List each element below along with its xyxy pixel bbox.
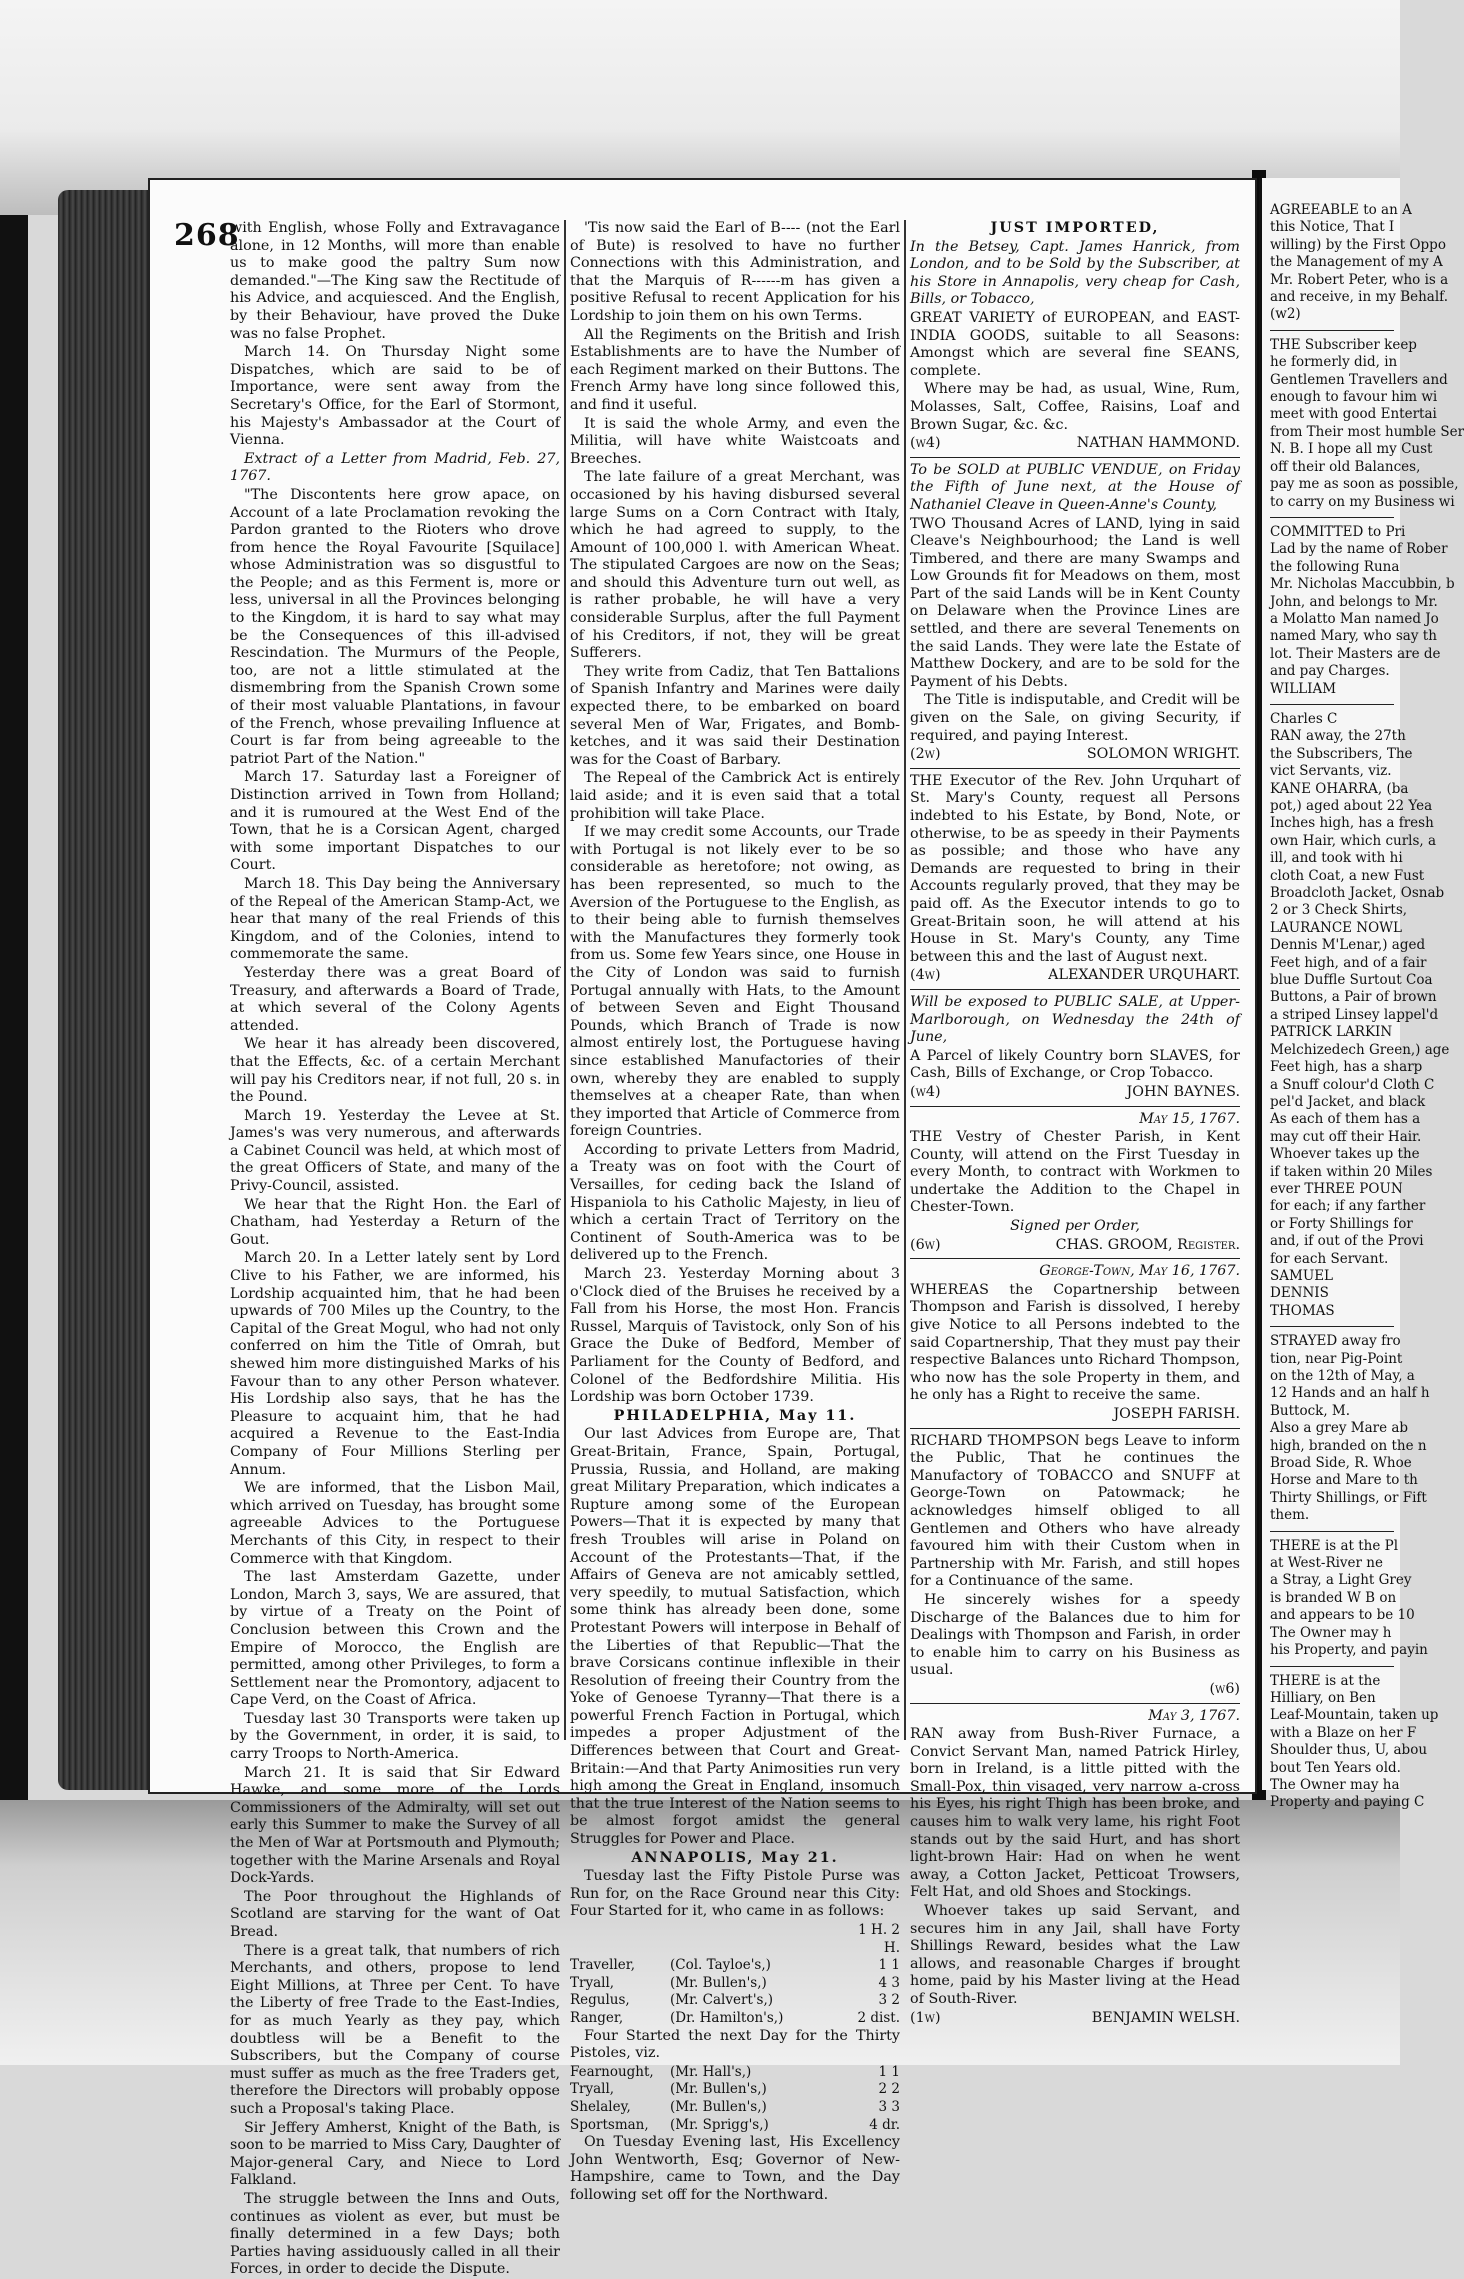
paragraph: They write from Cadiz, that Ten Battalions of Spanish Infantry and Marines were daily expected there, to be embarked on board several Men of War, Frigates, and Bomb-ketches, and it was said their Destination was for the Coast of Barbary.: [570, 663, 900, 768]
paragraph: According to private Letters from Madrid, a Treaty was on foot with the Court of Versailles, for ceding back the Island of Hispaniola to his Catholic Majesty, in lieu of which a certain Tract of Territory on the Continent of South-America was to be delivered up to the French.: [570, 1141, 900, 1264]
ad-date: George-Town, May 16, 1767.: [1039, 1263, 1240, 1280]
fragment-line: Inches high, has a fresh: [1270, 815, 1434, 832]
fragment-line: Mr. Robert Peter, who is a: [1270, 271, 1449, 288]
fragment-line: AGREEABLE to an A: [1270, 202, 1412, 218]
column-rule: [904, 220, 906, 1740]
fragment-line: Gentlemen Travellers and: [1270, 371, 1448, 388]
ad-signer: SOLOMON WRIGHT.: [1086, 746, 1240, 763]
race-result: 3 3: [878, 2098, 900, 2115]
fragment-line: DENNIS: [1270, 1285, 1329, 1302]
ad-body: A Parcel of likely Country born SLAVES, for Cash, Bills of Exchange, or Crop Tobacco.: [910, 1047, 1240, 1082]
fragment-line: SAMUEL: [1270, 1267, 1334, 1284]
paragraph: Our last Advices from Europe are, That Great-Britain, France, Spain, Portugal, Prussia, Russia, and Holland, are making great Military Preparation, which indicates a Rupture among some of the European Powers—That it is expected by many that fresh Troubles will arise in Poland on Account of the Protestants—That, if the Affairs of Geneva are not amicably settled, very speedily, to mutual Satisfaction, which some think has already been done, some Protestant Powers will interpose in Behalf of the Liberties of that Republic—That the brave Corsicans continue inflexible in their Resolution of freeing their Country from the Yoke of Genoese Tyranny—That there is a powerful French Faction in Portugal, which impedes a proper Adjustment of the Differences between that Court and Great-Britain:—And that Party Animosities run very high among the Great in England, insomuch that the true Interest of the Nation seems to be almost forgot amidst the general Struggles for Power and Place.: [570, 1426, 900, 1848]
divider: [1270, 1666, 1394, 1667]
race-row: [570, 1957, 900, 1975]
fragment-line: at West-River ne: [1270, 1555, 1383, 1572]
horse-owner: (Col. Tayloe's,): [670, 1957, 771, 1974]
fragment-line: may cut off their Hair.: [1270, 1128, 1422, 1145]
ad-date: May 15, 1767.: [1139, 1110, 1240, 1127]
fragment-line: Horse and Mare to th: [1270, 1472, 1418, 1489]
ad-body: THE Executor of the Rev. John Urquhart of St. Mary's County, request all Persons indebted to his Estate, by Bond, Note, or otherwise, to be as speedy in their Payments as possible; and those who have any Demands are requested to bring in their Accounts regularly proved, that they may be paid off. As the Executor intends to go to Great-Britain soon, he will attend at his House in St. Mary's County, any Time between this and the last of August next.: [910, 772, 1240, 965]
fragment-line: The Owner may ha: [1270, 1776, 1400, 1793]
paragraph: 'Tis now said the Earl of B---- (not the Earl of Bute) is resolved to have no further Connections with this Administration, and that the Marquis of R------m has given a positive Refusal to recent Application for his Lordship to join them on his own Terms.: [570, 220, 900, 324]
column-2: [570, 220, 900, 2203]
horse-owner: (Dr. Hamilton's,): [670, 2009, 784, 2026]
fragment-line: on the 12th of May, a: [1270, 1368, 1415, 1384]
column-rule: [564, 220, 566, 1740]
newspaper-page: [150, 180, 1255, 2278]
paragraph: We hear it has already been discovered, that the Effects, &c. of a certain Merchant will pay his Creditors near, if not full, 20 s. in the Pound.: [230, 1036, 560, 1106]
horse-name: Tryall,: [570, 1974, 615, 1991]
fragment-line: STRAYED away fro: [1270, 1333, 1401, 1350]
race-result: 4 3: [878, 1974, 900, 1991]
ad-signer: BENJAMIN WELSH.: [1091, 2009, 1240, 2026]
ad-signature: [910, 2010, 1240, 2028]
section-heading-annapolis: ANNAPOLIS, May 21.: [631, 1849, 839, 1866]
race-row: [570, 2010, 900, 2028]
ad-body: WHEREAS the Copartnership between Thompson and Farish is dissolved, I hereby give Notice to all Persons indebted to the said Copartnership, That they must pay their respective Balances unto Richard Thompson, who now has the sole Property in them, and he only has a Right to receive the same.: [910, 1281, 1240, 1404]
fragment-line: PATRICK LARKIN: [1270, 1024, 1393, 1041]
fragment-line: N. B. I hope all my Cust: [1270, 441, 1433, 458]
fragment-line: Also a grey Mare ab: [1270, 1420, 1409, 1437]
race-result: 2 dist.: [857, 2009, 900, 2026]
facing-page-text: [1262, 178, 1464, 1812]
fragment-line: a Stray, a Light Grey: [1270, 1572, 1412, 1589]
fragment-line: LAURANCE NOWL: [1270, 919, 1403, 936]
scan-binding-shadow: [0, 0, 28, 2065]
paragraph: Sir Jeffery Amherst, Knight of the Bath, is soon to be married to Miss Cary, Daughter of Major-general Cary, and Niece to Lord Falkland.: [230, 2119, 560, 2189]
fragment-line: the following Runa: [1270, 558, 1400, 575]
ad-signature: [910, 746, 1240, 764]
fragment-line: Lad by the name of Rober: [1270, 541, 1448, 558]
divider: [1270, 704, 1394, 705]
divider: [910, 1703, 1240, 1704]
dateline: Extract of a Letter from Madrid, Feb. 27, 1767.: [230, 450, 560, 485]
fragment-line: the Subscribers, The: [1270, 745, 1413, 762]
fragment-line: Property and paying C: [1270, 1794, 1425, 1811]
race-result: 1 1: [878, 2063, 900, 2080]
ad-body: GREAT VARIETY of EUROPEAN, and EAST-INDIA GOODS, suitable to all Seasons: Amongst which are several fine SEANS, complete.: [910, 309, 1240, 379]
paragraph: March 21. It is said that Sir Edward Hawke, and some more of the Lords Commissioners of the Admiralty, will set out early this Summer to make the Survey of all the Men of War at Portsmouth and Plymouth; together with the Marine Arsenals and Royal Dock-Yards.: [230, 1764, 560, 1887]
fragment-line: own Hair, which curls, a: [1270, 832, 1437, 849]
fragment-line: 12 Hands and an half h: [1270, 1385, 1430, 1402]
ad-body: THE Vestry of Chester Parish, in Kent County, will attend on the First Tuesday in every Month, to contract with Workmen to undertake the Addition to the Chapel in Chester-Town.: [910, 1129, 1240, 1216]
fragment-line: with a Blaze on her F: [1270, 1724, 1417, 1741]
ad-signer: NATHAN HAMMOND.: [1076, 435, 1240, 452]
fragment-line: cloth Coat, a new Fust: [1270, 867, 1425, 884]
divider: [1270, 517, 1394, 518]
race-row: [570, 2064, 900, 2082]
fragment-line: ill, and took with hi: [1270, 850, 1403, 867]
ad-signer: JOSEPH FARISH.: [1113, 1406, 1240, 1422]
ad-date: May 3, 1767.: [1148, 1707, 1240, 1724]
horse-name: Sportsman,: [570, 2116, 649, 2133]
fragment-line: this Notice, That I: [1270, 219, 1395, 236]
ad-mark: (w4): [910, 1083, 941, 1100]
fragment-line: tion, near Pig-Point: [1270, 1350, 1403, 1367]
ad-signature: [910, 1237, 1240, 1255]
fragment-line: Buttock, M.: [1270, 1402, 1351, 1419]
race-row: [570, 1992, 900, 2010]
fragment-line: Leaf-Mountain, taken up: [1270, 1707, 1439, 1724]
paragraph: March 23. Yesterday Morning about 3 o'Clock died of the Bruises he received by a Fall from his Horse, the most Hon. Francis Russel, Marquis of Tavistock, only Son of his Grace the Duke of Bedford, Member of Parliament for the County of Bedford, and Colonel of the Bedfordshire Militia. His Lordship was born October 1739.: [570, 1266, 900, 1406]
fragment-line: Whoever takes up the: [1270, 1146, 1420, 1163]
fragment-line: Hilliary, on Ben: [1270, 1689, 1376, 1706]
race-result: 2 2: [878, 2081, 900, 2098]
fragment-line: for each; if any farther: [1270, 1198, 1426, 1215]
horse-name: Traveller,: [570, 1957, 636, 1974]
fragment-line: enough to favour him wi: [1270, 389, 1438, 406]
horse-owner: (Mr. Calvert's,): [670, 1992, 774, 2009]
fragment-line: pel'd Jacket, and black: [1270, 1093, 1426, 1110]
paragraph: March 14. On Thursday Night some Dispatches, which are said to be of Importance, were sent away from the Secretary's Office, for the Earl of Stormont, his Majesty's Ambassador at the Court of Vienna.: [230, 344, 560, 449]
ad-signer: JOHN BAYNES.: [1126, 1083, 1240, 1100]
fragment-line: (w2): [1270, 306, 1301, 323]
ad-heading: To be SOLD at PUBLIC VENDUE, on Friday the Fifth of June next, at the House of Nathaniel Cleave in Queen-Anne's County,: [910, 461, 1240, 513]
ad-mark: (w4): [910, 435, 941, 452]
fragment-line: THOMAS: [1270, 1302, 1335, 1319]
fragment-line: pot,) aged about 22 Yea: [1270, 798, 1433, 814]
fragment-line: KANE OHARRA, (ba: [1270, 780, 1409, 797]
ad-mark: (2w): [910, 746, 941, 763]
paragraph: The Repeal of the Cambrick Act is entirely laid aside; and it is even said that a total prohibition will take Place.: [570, 770, 900, 822]
ad-heading: JUST IMPORTED,: [990, 220, 1160, 236]
paragraph: Four Started the next Day for the Thirty Pistoles, viz.: [570, 2027, 900, 2062]
ad-signer: ALEXANDER URQUHART.: [1048, 967, 1240, 984]
fragment-line: from Their most humble Ser: [1270, 423, 1464, 440]
race-row: [570, 2099, 900, 2117]
fragment-line: for each Servant.: [1270, 1250, 1389, 1267]
paragraph: We hear that the Right Hon. the Earl of Chatham, had Yesterday a Return of the Gout.: [230, 1196, 560, 1248]
divider: [1270, 1326, 1394, 1327]
paragraph: All the Regiments on the British and Irish Establishments are to have the Number of each Regiment marked on their Buttons. The French Army have long since followed this, and find it useful.: [570, 326, 900, 413]
fragment-line: and pay Charges.: [1270, 663, 1390, 680]
column-1: [230, 220, 560, 2278]
fragment-line: a Snuff colour'd Cloth C: [1270, 1076, 1435, 1093]
fragment-line: and, if out of the Provi: [1270, 1233, 1424, 1250]
fragment-line: vict Servants, viz.: [1270, 763, 1392, 780]
ad-body: Where may be had, as usual, Wine, Rum, Molasses, Salt, Coffee, Raisins, Loaf and Brown Sugar, &c. &c.: [910, 381, 1240, 433]
horse-owner: (Mr. Bullen's,): [670, 2098, 767, 2115]
fragment-line: off their old Balances,: [1270, 458, 1421, 475]
race-result: 4 dr.: [869, 2116, 900, 2133]
horse-name: Regulus,: [570, 1992, 630, 2009]
fragment-line: blue Duffle Surtout Coa: [1270, 972, 1433, 989]
paragraph: Yesterday there was a great Board of Treasury, and afterwards a Board of Trade, at which several of the Colony Agents attended.: [230, 964, 560, 1034]
race-row: [570, 1975, 900, 1993]
fragment-line: John, and belongs to Mr.: [1270, 593, 1438, 610]
ad-signature: [910, 967, 1240, 985]
paragraph: March 20. In a Letter lately sent by Lord Clive to his Father, we are informed, his Lordship acquainted him, that he had been upwards of 700 Miles up the Country, to the Capital of the Great Mogul, who had not only conferred on him the Title of Omrah, but shewed him more distinguished Marks of his Favour than to any other Person whatever. His Lordship also says, that he has the Pleasure to acquaint him, that he had acquired a Revenue to the East-India Company of Four Millions Sterling per Annum.: [230, 1250, 560, 1478]
fragment-line: Thirty Shillings, or Fift: [1270, 1489, 1427, 1506]
divider: [910, 1106, 1240, 1107]
ad-body: Whoever takes up said Servant, and secures him in any Jail, shall have Forty Shillings Reward, besides what the Law allows, and reasonable Charges if brought home, paid by his Master living at the Head of South-River.: [910, 1903, 1240, 2007]
fragment-line: Feet high, has a sharp: [1270, 1059, 1423, 1076]
fragment-line: high, branded on the n: [1270, 1437, 1427, 1454]
horse-owner: (Mr. Sprigg's,): [670, 2116, 769, 2133]
paragraph: with English, whose Folly and Extravagance alone, in 12 Months, will more than enable us to make good the paltry Sum now demanded."—The King saw the Rectitude of his Advice, and acquiesced. And the English, by their Behaviour, have proved the Duke was no false Prophet.: [230, 220, 560, 342]
ad-signer: CHAS. GROOM, Register.: [1055, 1236, 1240, 1253]
ad-heading: Will be exposed to PUBLIC SALE, at Upper-Marlborough, on Wednesday the 24th of June,: [910, 993, 1240, 1046]
horse-owner: (Mr. Hall's,): [670, 2063, 752, 2080]
ad-body: RAN away from Bush-River Furnace, a Convict Servant Man, named Patrick Hirley, born in Ireland, is a little pitted with the Small-Pox, thin visaged, very narrow a-cross his Eyes, his right Thigh has been broke, and causes him to walk very lame, his right Foot stands out by the said Hurt, and has short light-brown Hair: Had on when he went away, a Cotton Jacket, Petticoat Trowsers, Felt Hat, and old Shoes and Stockings.: [910, 1726, 1240, 1901]
paragraph: Tuesday last 30 Transports were taken up by the Government, in order, it is said, to carry Troops to North-America.: [230, 1710, 560, 1763]
divider: [910, 989, 1240, 990]
fragment-line: COMMITTED to Pri: [1270, 523, 1406, 540]
divider: [910, 768, 1240, 769]
ad-body: He sincerely wishes for a speedy Discharge of the Balances due to him for Dealings with Thompson and Farish, in order to enable him to carry on his Business as usual.: [910, 1591, 1240, 1679]
divider: [910, 1428, 1240, 1429]
horse-name: Shelaley,: [570, 2098, 631, 2115]
fragment-line: is branded W B on: [1270, 1589, 1397, 1606]
paragraph: The last Amsterdam Gazette, under London, March 3, says, We are assured, that by virtue of a Treaty on the Point of Conclusion between this Crown and the Empire of Morocco, the English are permitted, among other Privileges, to form a Settlement near the Promontory, adjacent to Cape Verd, on the Coast of Africa.: [230, 1569, 560, 1709]
ad-signed: Signed per Order,: [1010, 1218, 1140, 1235]
facing-page-fragment: [1262, 178, 1464, 1811]
fragment-line: meet with good Entertai: [1270, 406, 1437, 423]
fragment-line: THERE is at the: [1270, 1672, 1381, 1689]
ad-signature: [910, 1084, 1240, 1102]
fragment-line: Broadcloth Jacket, Osnab: [1270, 885, 1445, 902]
fragment-line: them.: [1270, 1507, 1310, 1524]
paragraph: We are informed, that the Lisbon Mail, which arrived on Tuesday, has brought some agreeable Advices to the Portuguese Merchants of this City, in respect to their Commerce with that Kingdom.: [230, 1480, 560, 1567]
fragment-line: As each of them has a: [1270, 1111, 1421, 1128]
horse-owner: (Mr. Bullen's,): [670, 2081, 767, 2098]
divider: [1270, 330, 1394, 331]
race-result: 3 2: [878, 1992, 900, 2009]
fragment-line: Dennis M'Lenar,) aged: [1270, 937, 1426, 954]
paragraph: March 17. Saturday last a Foreigner of Distinction arrived in Town from Holland; and it is rumoured at the West End of the Town, that he is a Corsican Agent, charged with some important Dispatches to our Court.: [230, 769, 560, 874]
fragment-line: WILLIAM: [1270, 680, 1337, 697]
divider: [1270, 1531, 1394, 1532]
fragment-line: his Property, and payin: [1270, 1642, 1428, 1659]
fragment-line: a striped Linsey lappel'd: [1270, 1006, 1439, 1023]
ad-signature: [910, 435, 1240, 453]
fragment-line: to carry on my Business wi: [1270, 493, 1455, 510]
fragment-line: and appears to be 10: [1270, 1607, 1415, 1624]
fragment-line: he formerly did, in: [1270, 354, 1398, 371]
fragment-line: Charles C: [1270, 710, 1338, 727]
fragment-line: 2 or 3 Check Shirts,: [1270, 902, 1408, 919]
race-row: [570, 2117, 900, 2135]
heat-header: 1 H. 2 H.: [858, 1922, 900, 1956]
horse-name: Fearnought,: [570, 2063, 654, 2080]
paragraph: Tuesday last the Fifty Pistole Purse was Run for, on the Race Ground near this City: Four Started for it, who came in as follows:: [570, 1868, 900, 1920]
ad-mark: (w6): [1209, 1680, 1240, 1697]
fragment-line: Shoulder thus, U, abou: [1270, 1742, 1428, 1759]
divider: [910, 457, 1240, 458]
divider: [910, 1258, 1240, 1259]
fragment-line: lot. Their Masters are de: [1270, 645, 1441, 662]
paragraph: The late failure of a great Merchant, was occasioned by his having disbursed several large Sums on a Corn Contract with Italy, which he had agreed to supply, to the Amount of 100,000 l. with American Wheat. The stipulated Cargoes are now on the Seas; and should this Adventure turn out well, as is rather probable, he will have a very considerable Surplus, after the full Payment of his Creditors, if not, they will be great Sufferers.: [570, 469, 900, 662]
fragment-line: pay me as soon as possible,: [1270, 476, 1459, 493]
ad-body: TWO Thousand Acres of LAND, lying in said Cleave's Neighbourhood; the Land is well Timbered, and there are many Swamps and Low Grounds fit for Meadows on them, most Part of the said Lands will be in Kent County on Delaware when the Province Lines are settled, and there are several Tenements on the said Lands. They were late the Estate of Matthew Dockery, and are to be sold for the Payment of his Debts.: [910, 515, 1240, 690]
fragment-line: The Owner may h: [1270, 1624, 1392, 1641]
ad-mark: (4w): [910, 967, 941, 984]
paragraph: "The Discontents here grow apace, on Account of a late Proclamation revoking the Pardon granted to the Rioters who drove from hence the Royal Favourite [Squilace] whose Administration was so disgustful to the People; and as this Ferment is, more or less, universal in all the Provinces belonging to the Kingdom, it is hard to say what may be the Consequences of this ill-advised Rescindation. The Murmurs of the People, too, are not a little stimulated at the dismembring from the Spanish Crown some of their most valuable Plantations, in favour of the French, whose prevailing Influence at Court is far from being agreeable to the patriot Part of the Nation.": [230, 486, 560, 767]
fragment-line: bout Ten Years old.: [1270, 1759, 1401, 1776]
fragment-line: Broad Side, R. Whoe: [1270, 1455, 1412, 1472]
paragraph: It is said the whole Army, and even the Militia, will have white Waistcoats and Breeches.: [570, 415, 900, 467]
fragment-line: or Forty Shillings for: [1270, 1215, 1413, 1232]
paragraph: On Tuesday Evening last, His Excellency John Wentworth, Esq; Governor of New-Hampshire, came to Town, and the Day following set off for the Northward.: [570, 2134, 900, 2203]
horse-owner: (Mr. Bullen's,): [670, 1974, 767, 1991]
column-3-advertisements: [910, 220, 1240, 2026]
paragraph: March 19. Yesterday the Levee at St. James's was very numerous, and afterwards a Cabinet Council was held, at which most of the great Officers of State, and many of the Privy-Council, assisted.: [230, 1107, 560, 1195]
race-row: [570, 2081, 900, 2099]
ad-mark: (1w): [910, 2009, 941, 2026]
ad-body: The Title is indisputable, and Credit will be given on the Sale, on giving Security, if required, and paying Interest.: [910, 692, 1240, 744]
fragment-line: willing) by the First Oppo: [1270, 236, 1446, 253]
horse-name: Tryall,: [570, 2081, 615, 2098]
fragment-line: THERE is at the Pl: [1270, 1537, 1399, 1554]
race-result: 1 1: [878, 1957, 900, 1974]
paragraph: The Poor throughout the Highlands of Scotland are starving for the want of Oat Bread.: [230, 1888, 560, 1940]
section-heading-philadelphia: PHILADELPHIA, May 11.: [613, 1407, 857, 1424]
paragraph: There is a great talk, that numbers of rich Merchants, and others, propose to lend Eight Millions, at Three per Cent. To have the Liberty of free Trade to the East-Indies, for as much Yearly as they pay, which doubtless will be a Benefit to the Subscribers, but the Company of course must suffer as much as the free Traders get, therefore the Directors will probably oppose such a Proposal's taking Place.: [230, 1942, 560, 2117]
fragment-line: named Mary, who say th: [1270, 628, 1437, 645]
paragraph: If we may credit some Accounts, our Trade with Portugal is not likely ever to be so considerable as heretofore; not owing, as has been represented, so much to the Aversion of the Portuguese to the English, as to their being able to furnish themselves with the Manufactures they formerly took from us. Some few Years since, one House in the City of London was said to furnish Portugal annually with Hats, to the Amount of between Seven and Eight Thousand Pounds, which Branch of Trade is now almost entirely lost, the Portuguese having since established Manufactories of their own, whereby they are enabled to supply themselves at a cheaper Rate, than when they imported that Article of Commerce from foreign Countries.: [570, 824, 900, 1140]
horse-name: Ranger,: [570, 2009, 624, 2026]
ad-body: RICHARD THOMPSON begs Leave to inform the Public, That he continues the Manufactory of TOBACCO and SNUFF at George-Town on Patowmack; he acknowledges himself obliged to all Gentlemen and Others who have already favoured him with their Custom when in Partnership with Mr. Farish, and still hopes for a Continuance of the same.: [910, 1432, 1240, 1590]
ad-subheading: In the Betsey, Capt. James Hanrick, from London, and to be Sold by the Subscriber, at his Store in Annapolis, very cheap for Cash, Bills, or Tobacco,: [910, 238, 1240, 308]
paragraph: March 18. This Day being the Anniversary of the Repeal of the American Stamp-Act, we hear that many of the real Friends of this Kingdom, and of the Colonies, intend to commemorate the same.: [230, 875, 560, 963]
fragment-line: and receive, in my Behalf.: [1270, 289, 1448, 306]
book-page-edges: [58, 190, 153, 1790]
fragment-line: THE Subscriber keep: [1270, 336, 1417, 353]
fragment-line: ever THREE POUN: [1270, 1180, 1403, 1197]
fragment-line: RAN away, the 27th: [1270, 728, 1406, 745]
fragment-line: Buttons, a Pair of brown: [1270, 989, 1437, 1006]
page-number: 268: [174, 218, 240, 253]
fragment-line: if taken within 20 Miles: [1270, 1163, 1433, 1180]
fragment-line: Melchizedech Green,) age: [1270, 1041, 1450, 1058]
fragment-line: the Management of my A: [1270, 254, 1443, 271]
fragment-line: Feet high, and of a fair: [1270, 954, 1427, 971]
race-table-header: [570, 1922, 900, 1957]
fragment-line: a Molatto Man named Jo: [1270, 610, 1439, 627]
ad-mark: (6w): [910, 1236, 941, 1253]
fragment-line: Mr. Nicholas Maccubbin, b: [1270, 576, 1455, 593]
paragraph: The struggle between the Inns and Outs, continues as violent as ever, but must be finally determined in a few Days; both Parties having assiduously called in all their Forces, in order to decide the Dispute.: [230, 2190, 560, 2278]
